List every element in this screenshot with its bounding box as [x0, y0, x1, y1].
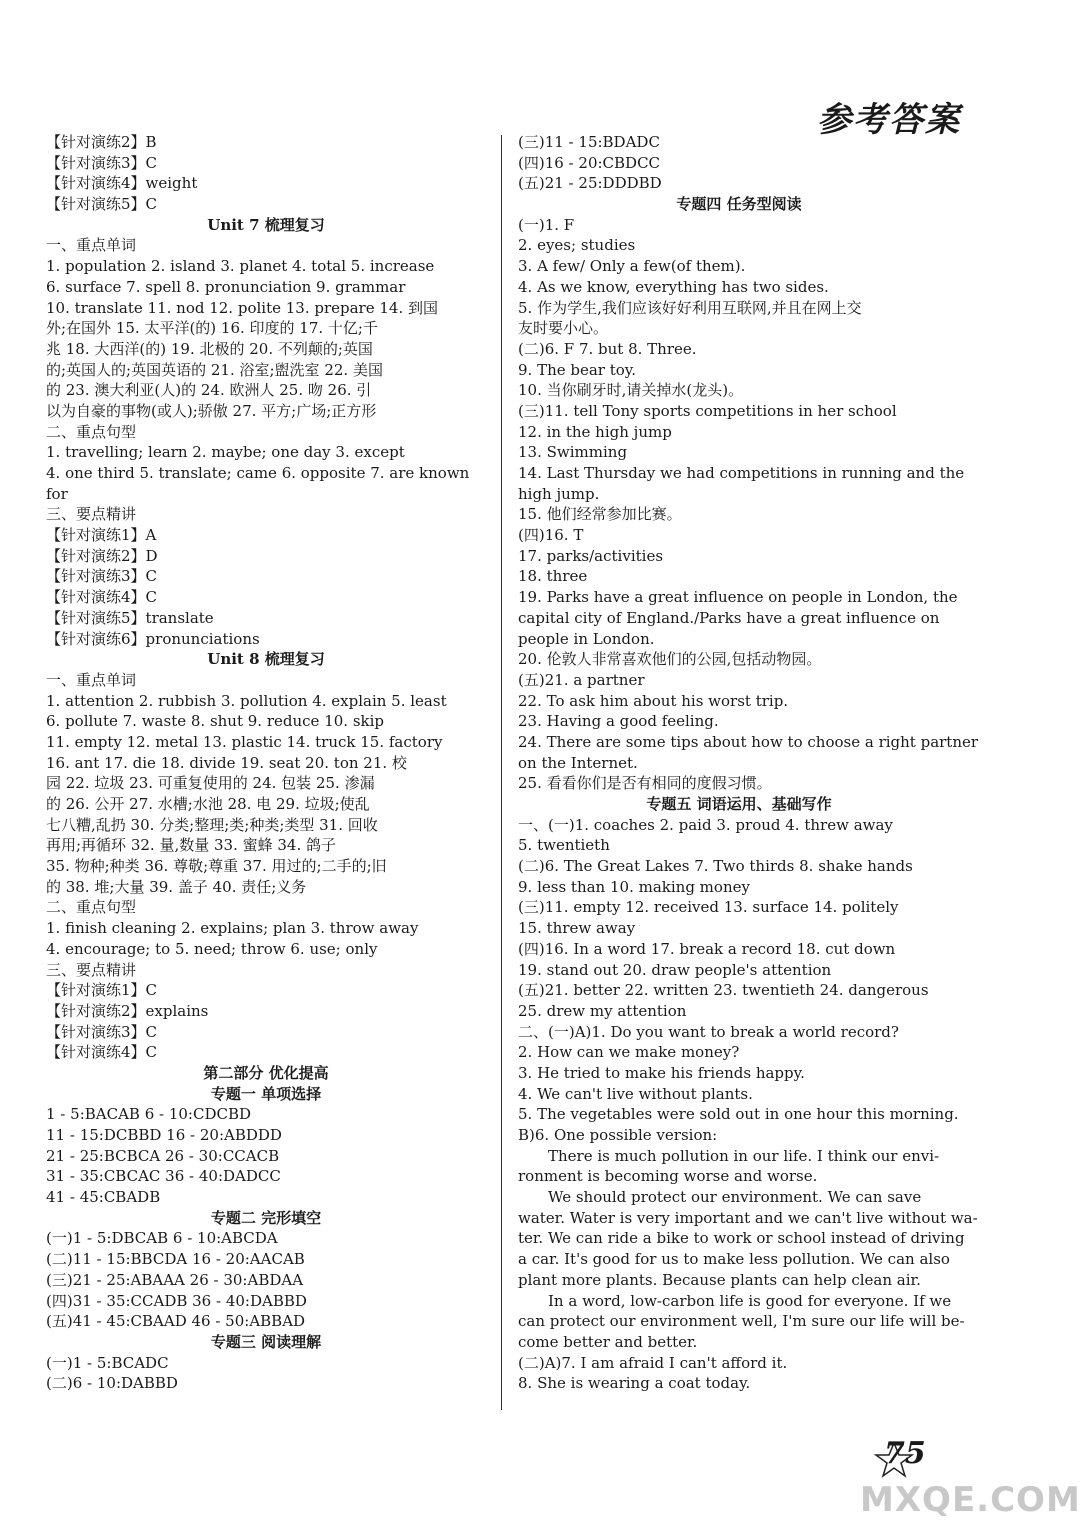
- answer-line: (二)6 - 10:DABBD: [46, 1374, 178, 1393]
- answer-line: 9. less than 10. making money: [518, 877, 750, 896]
- answer-line: 41 - 45:CBADB: [46, 1188, 161, 1207]
- answer-line: 25. 看看你们是否有相同的度假习惯。: [518, 774, 772, 793]
- answer-line: come better and better.: [518, 1332, 698, 1351]
- answer-line: 【针对演练3】C: [46, 567, 158, 586]
- answer-line: (二)11 - 15:BBCDA 16 - 20:AACAB: [46, 1250, 305, 1269]
- column-divider: [501, 135, 502, 1410]
- section-heading: 专题二 完形填空: [210, 1208, 322, 1227]
- answer-line: (一)1. F: [518, 215, 575, 234]
- answer-line: (四)16. T: [518, 526, 584, 545]
- answer-line: 19. Parks have a great influence on people in London, the: [518, 588, 958, 607]
- answer-line: 2. eyes; studies: [518, 236, 636, 255]
- answer-line: 【针对演练4】C: [46, 1043, 158, 1062]
- section-heading: 第二部分 优化提高: [203, 1063, 329, 1082]
- answer-line: B)6. One possible version:: [518, 1126, 718, 1144]
- answer-line: (五)21. a partner: [518, 670, 645, 689]
- answer-line: ronment is becoming worse and worse.: [518, 1167, 818, 1186]
- answer-line: 23. Having a good feeling.: [518, 712, 719, 731]
- answer-line: 25. drew my attention: [518, 1001, 687, 1020]
- answer-line: (三)11. empty 12. received 13. surface 14. politely: [518, 898, 899, 917]
- answer-line: 3. A few/ Only a few(of them).: [518, 257, 746, 276]
- answer-line: 6. pollute 7. waste 8. shut 9. reduce 10. skip: [46, 712, 385, 731]
- answer-line: 18. three: [518, 567, 588, 586]
- answer-line: 5. twentieth: [518, 836, 610, 855]
- answer-line: (四)16 - 20:CBDCC: [518, 153, 661, 172]
- answer-line: 【针对演练4】C: [46, 588, 158, 607]
- answer-line: 一、(一)1. coaches 2. paid 3. proud 4. threw away: [518, 815, 893, 834]
- answer-line: 友时要小心。: [518, 319, 609, 338]
- answer-line: 三、要点精讲: [46, 505, 137, 524]
- answer-line: 3. He tried to make his friends happy.: [518, 1063, 805, 1082]
- answer-line: (一)1 - 5:BCADC: [46, 1353, 169, 1372]
- answer-line: 13. Swimming: [518, 443, 628, 462]
- left-column: [46, 132, 486, 1394]
- answer-line: 31 - 35:CBCAC 36 - 40:DADCC: [46, 1167, 281, 1186]
- answer-line: 的 23. 澳大利亚(人)的 24. 欧洲人 25. 吻 26. 引: [46, 381, 372, 400]
- answer-line: on the Internet.: [518, 753, 638, 772]
- answer-line: We should protect our environment. We can save: [548, 1188, 922, 1207]
- right-column: [518, 132, 979, 1394]
- answer-line: 1. attention 2. rubbish 3. pollution 4. explain 5. least: [46, 691, 447, 710]
- answer-line: (五)21 - 25:DDDBD: [518, 174, 662, 193]
- answer-line: 的 38. 堆;大量 39. 盖子 40. 责任;义务: [46, 877, 307, 896]
- answer-line: 5. 作为学生,我们应该好好利用互联网,并且在网上交: [518, 298, 862, 317]
- answer-line: 21 - 25:BCBCA 26 - 30:CCACB: [46, 1146, 280, 1165]
- answer-line: 16. ant 17. die 18. divide 19. seat 20. ton 21. 校: [46, 753, 407, 772]
- answer-line: (四)16. In a word 17. break a record 18. cut down: [518, 939, 896, 958]
- answer-line: 【针对演练1】C: [46, 981, 158, 1000]
- section-heading: 专题三 阅读理解: [210, 1332, 322, 1351]
- answer-line: 【针对演练5】C: [46, 195, 158, 214]
- answer-line: 二、(一)A)1. Do you want to break a world record?: [518, 1022, 899, 1041]
- answer-line: 1. population 2. island 3. planet 4. total 5. increase: [46, 257, 435, 276]
- answer-line: (三)11 - 15:BDADC: [518, 133, 660, 151]
- answer-line: 【针对演练3】C: [46, 153, 158, 172]
- answer-line: 【针对演练4】weight: [46, 174, 198, 193]
- answer-line: 的 26. 公开 27. 水槽;水池 28. 电 29. 垃圾;使乱: [46, 795, 370, 813]
- answer-line: 的;英国人的;英国英语的 21. 浴室;盥洗室 22. 美国: [46, 360, 383, 379]
- answer-line: high jump.: [518, 484, 600, 503]
- answer-line: for: [46, 484, 68, 503]
- answer-line: 8. She is wearing a coat today.: [518, 1374, 751, 1393]
- answer-line: 5. The vegetables were sold out in one hour this morning.: [518, 1105, 959, 1124]
- answer-line: 4. As we know, everything has two sides.: [518, 277, 829, 296]
- answer-line: 11 - 15:DCBBD 16 - 20:ABDDD: [46, 1126, 282, 1144]
- section-heading: 专题四 任务型阅读: [676, 195, 802, 214]
- answer-line: 兆 18. 大西洋(的) 19. 北极的 20. 不列颠的;英国: [46, 339, 373, 358]
- answer-line: 9. The bear toy.: [518, 360, 637, 379]
- answer-line: 17. parks/activities: [518, 546, 664, 565]
- answer-line: 4. We can't live without plants.: [518, 1084, 753, 1103]
- answer-line: (二)A)7. I am afraid I can't afford it.: [518, 1353, 788, 1372]
- answer-line: 10. translate 11. nod 12. polite 13. prepare 14. 到国: [46, 298, 438, 317]
- answer-line: (三)11. tell Tony sports competitions in her school: [518, 401, 897, 420]
- answer-line: 6. surface 7. spell 8. pronunciation 9. grammar: [46, 277, 406, 296]
- answer-line: 二、重点句型: [46, 898, 137, 917]
- answer-line: 1. travelling; learn 2. maybe; one day 3. except: [46, 443, 405, 462]
- answer-line: 园 22. 垃圾 23. 可重复使用的 24. 包装 25. 渗漏: [46, 774, 375, 793]
- answer-line: people in London.: [518, 629, 655, 648]
- section-heading: 专题一 单项选择: [210, 1084, 322, 1103]
- answer-line: (二)6. F 7. but 8. Three.: [518, 339, 697, 358]
- answer-line: 再用;再循环 32. 量,数量 33. 蜜蜂 34. 鸽子: [46, 836, 336, 855]
- answer-line: (一)1 - 5:DBCAB 6 - 10:ABCDA: [46, 1229, 278, 1248]
- answer-line: (五)21. better 22. written 23. twentieth 24. dangerous: [518, 981, 929, 1000]
- answer-line: 1. finish cleaning 2. explains; plan 3. throw away: [46, 919, 419, 938]
- answer-line: 14. Last Thursday we had competitions in running and the: [518, 464, 965, 482]
- answer-line: 1 - 5:BACAB 6 - 10:CDCBD: [46, 1105, 252, 1124]
- answer-line: ter. We can ride a bike to work or school instead of driving: [518, 1229, 965, 1248]
- answer-line: (三)21 - 25:ABAAA 26 - 30:ABDAA: [46, 1270, 304, 1289]
- answer-line: 22. To ask him about his worst trip.: [518, 691, 789, 710]
- answer-line: 15. 他们经常参加比赛。: [518, 505, 682, 524]
- answer-line: (二)6. The Great Lakes 7. Two thirds 8. shake hands: [518, 857, 913, 876]
- answer-line: 2. How can we make money?: [518, 1043, 740, 1062]
- section-heading: Unit 8 梳理复习: [207, 650, 325, 669]
- answer-line: 外;在国外 15. 太平洋(的) 16. 印度的 17. 十亿;千: [46, 319, 378, 338]
- answer-line: capital city of England./Parks have a great influence on: [518, 608, 940, 627]
- answer-line: plant more plants. Because plants can help clean air.: [518, 1270, 921, 1289]
- answer-line: (五)41 - 45:CBAAD 46 - 50:ABBAD: [46, 1312, 306, 1331]
- answer-line: 一、重点单词: [46, 670, 137, 689]
- answer-line: 七八糟,乱扔 30. 分类;整理;类;种类;类型 31. 回收: [46, 815, 378, 834]
- answer-line: 24. There are some tips about how to choose a right partner: [518, 732, 979, 751]
- answer-line: 一、重点单词: [46, 236, 137, 255]
- answer-line: 19. stand out 20. draw people's attention: [518, 960, 832, 979]
- answer-line: 【针对演练5】translate: [46, 608, 214, 627]
- answer-line: 【针对演练1】A: [46, 526, 157, 545]
- section-heading: Unit 7 梳理复习: [207, 215, 325, 234]
- page-header-title: 参考答案: [817, 100, 961, 140]
- answer-line: 4. one third 5. translate; came 6. opposite 7. are known: [46, 464, 470, 482]
- answer-line: 二、重点句型: [46, 422, 137, 441]
- answer-line: 【针对演练2】explains: [46, 1001, 209, 1020]
- answer-line: 【针对演练3】C: [46, 1022, 158, 1041]
- answer-line: 12. in the high jump: [518, 422, 672, 441]
- answer-line: 【针对演练6】pronunciations: [46, 629, 260, 648]
- answer-line: 20. 伦敦人非常喜欢他们的公园,包括动物园。: [518, 650, 822, 669]
- answer-line: There is much pollution in our life. I think our envi-: [548, 1146, 940, 1165]
- answer-line: 【针对演练2】B: [46, 133, 157, 151]
- answer-line: 10. 当你刷牙时,请关掉水(龙头)。: [518, 381, 744, 400]
- answer-line: 35. 物种;种类 36. 尊敬;尊重 37. 用过的;二手的;旧: [46, 857, 387, 876]
- answer-line: can protect our environment well, I'm sure our life will be-: [518, 1312, 965, 1331]
- answer-line: In a word, low-carbon life is good for everyone. If we: [548, 1291, 952, 1310]
- answer-line: 【针对演练2】D: [46, 546, 158, 565]
- answer-line: a car. It's good for us to make less pollution. We can also: [518, 1250, 950, 1269]
- page-number: 75: [884, 1436, 926, 1471]
- section-heading: 专题五 词语运用、基础写作: [646, 795, 832, 813]
- answer-line: 11. empty 12. metal 13. plastic 14. truck 15. factory: [46, 732, 443, 751]
- answer-line: water. Water is very important and we can't live without wa-: [518, 1208, 978, 1227]
- answer-line: 以为自豪的事物(或人);骄傲 27. 平方;广场;正方形: [46, 401, 377, 420]
- watermark-logo: MXQE.COM: [860, 1480, 1081, 1520]
- answer-line: (四)31 - 35:CCADB 36 - 40:DABBD: [46, 1291, 307, 1310]
- answer-line: 4. encourage; to 5. need; throw 6. use; only: [46, 939, 378, 958]
- answer-line: 15. threw away: [518, 919, 636, 938]
- answer-line: 三、要点精讲: [46, 960, 137, 979]
